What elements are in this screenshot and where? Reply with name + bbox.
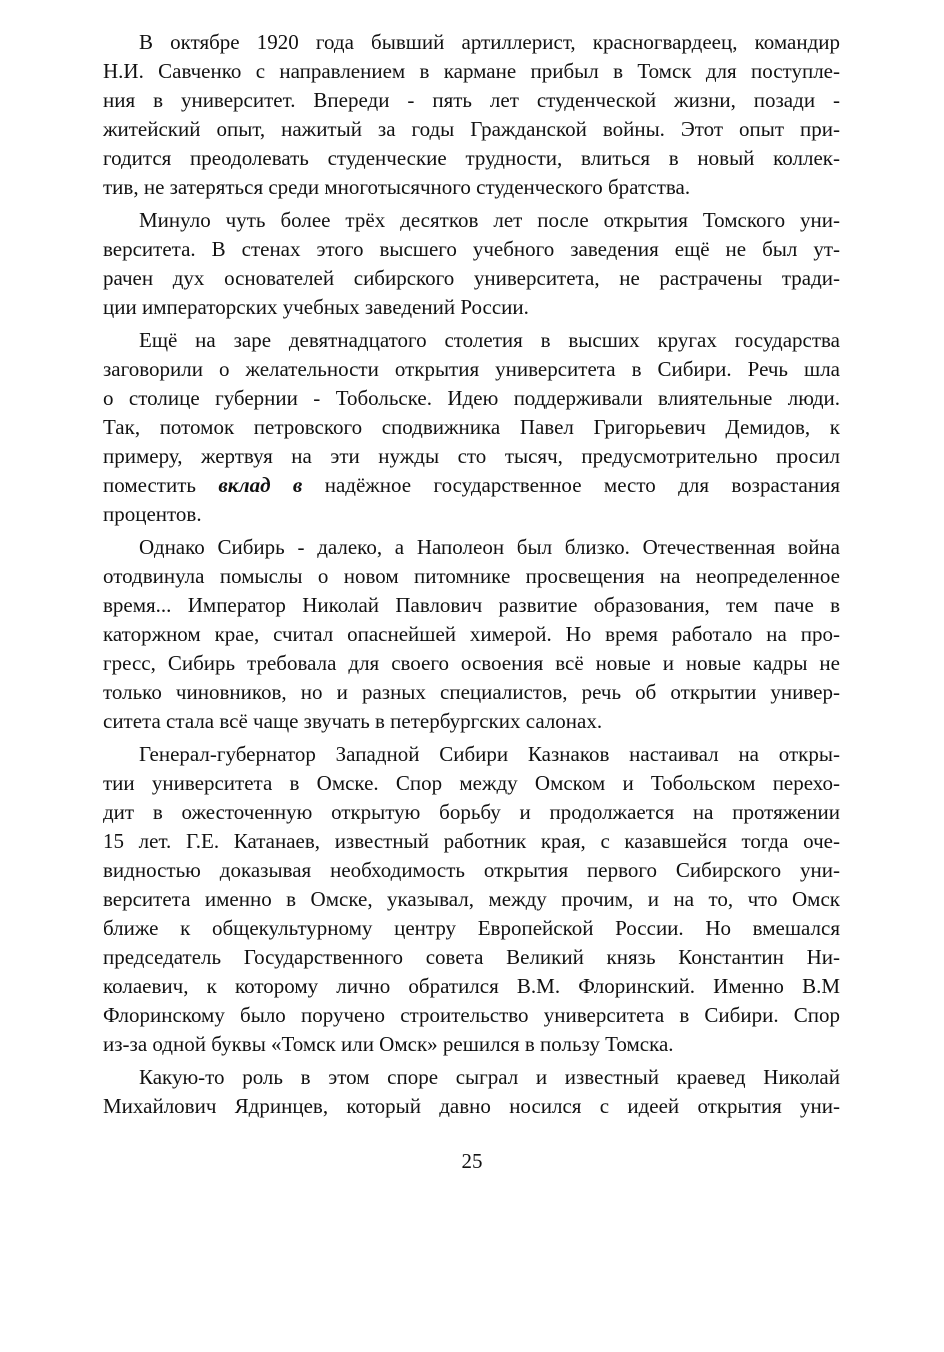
text-line: каторжном крае, считал опаснейшей химерой. Но время работало на про- <box>103 622 840 646</box>
text-line: гресс, Сибирь требовала для своего освоения всё новые и новые кадры не <box>103 651 840 675</box>
body-text <box>103 28 840 1125</box>
text-line: видностью доказывая необходимость открытия первого Сибирского уни- <box>103 858 840 882</box>
paragraph-4 <box>103 533 840 736</box>
text-line: процентов. <box>103 502 202 526</box>
text-line: колаевич, к которому лично обратился В.М. Флоринский. Именно В.М <box>103 974 840 998</box>
text-line: тии университета в Омске. Спор между Омском и Тобольском перехо- <box>103 771 840 795</box>
paragraph-6 <box>103 1063 840 1121</box>
text-line: только чиновников, но и разных специалистов, речь об открытии универ- <box>103 680 840 704</box>
text-line: ситета стала всё чаще звучать в петербургских салонах. <box>103 709 603 733</box>
text-line: заговорили о желательности открытия университета в Сибири. Речь шла <box>103 357 840 381</box>
text-line: отодвинула помыслы о новом питомнике просвещения на неопределенное <box>103 564 840 588</box>
paragraph-3 <box>103 326 840 529</box>
text-line: председатель Государственного совета Великий князь Константин Ни- <box>103 945 840 969</box>
page-number: 25 <box>461 1149 483 1173</box>
text-line: Так, потомок петровского сподвижника Павел Григорьевич Демидов, к <box>103 415 840 439</box>
emphasized-phrase: вклад в <box>218 473 303 497</box>
text-line: Ещё на заре девятнадцатого столетия в высших кругах государства <box>139 328 840 352</box>
text-line: Флоринскому было поручено строительство университета в Сибири. Спор <box>103 1003 840 1027</box>
text-line: верситета. В стенах этого высшего учебного заведения ещё не был ут- <box>103 237 840 261</box>
text-line: Однако Сибирь - далеко, а Наполеон был близко. Отечественная война <box>139 535 840 559</box>
text-line: примеру, жертвуя на эти нужды сто тысяч, предусмотрительно просил <box>103 444 840 468</box>
text-line: Михайлович Ядринцев, который давно носился с идеей открытия уни- <box>103 1094 840 1118</box>
text-line: рачен дух основателей сибирского университета, не растрачены тради- <box>103 266 840 290</box>
text-line: верситета именно в Омске, указывал, между прочим, и на то, что Омск <box>103 887 840 911</box>
text-line: Генерал-губернатор Западной Сибири Казнаков настаивал на откры- <box>139 742 840 766</box>
text-line: Минуло чуть более трёх десятков лет после открытия Томского уни- <box>139 208 840 232</box>
paragraph-5 <box>103 740 840 1059</box>
text-line: ния в университет. Впереди - пять лет студенческой жизни, позади - <box>103 88 840 112</box>
text-fragment: поместить <box>103 473 219 497</box>
text-line: тив, не затеряться среди многотысячного студенческого братства. <box>103 175 691 199</box>
paragraph-1 <box>103 28 840 202</box>
text-line: время... Император Николай Павлович развитие образования, тем паче в <box>103 593 840 617</box>
text-line-with-emphasis <box>103 471 840 500</box>
text-line: житейский опыт, нажитый за годы Гражданской войны. Этот опыт при- <box>103 117 840 141</box>
text-line: о столице губернии - Тобольске. Идею поддерживали влиятельные люди. <box>103 386 840 410</box>
text-line: ции императорских учебных заведений России. <box>103 295 529 319</box>
text-line: В октябре 1920 года бывший артиллерист, красногвардеец, командир <box>139 30 840 54</box>
text-line: ближе к общекультурному центру Европейской России. Но вмешался <box>103 916 840 940</box>
text-line: годится преодолевать студенческие трудности, влиться в новый коллек- <box>103 146 840 170</box>
text-line: Н.И. Савченко с направлением в кармане прибыл в Томск для поступле- <box>103 59 840 83</box>
text-line: Какую-то роль в этом споре сыграл и известный краевед Николай <box>139 1065 840 1089</box>
paragraph-2 <box>103 206 840 322</box>
text-fragment: надёжное государственное место для возрастания <box>302 473 841 497</box>
text-line: 15 лет. Г.Е. Катанаев, известный работник края, с казавшейся тогда оче- <box>103 829 840 853</box>
text-line: из-за одной буквы «Томск или Омск» решился в пользу Томска. <box>103 1032 674 1056</box>
text-line: дит в ожесточенную открытую борьбу и продолжается на протяжении <box>103 800 840 824</box>
